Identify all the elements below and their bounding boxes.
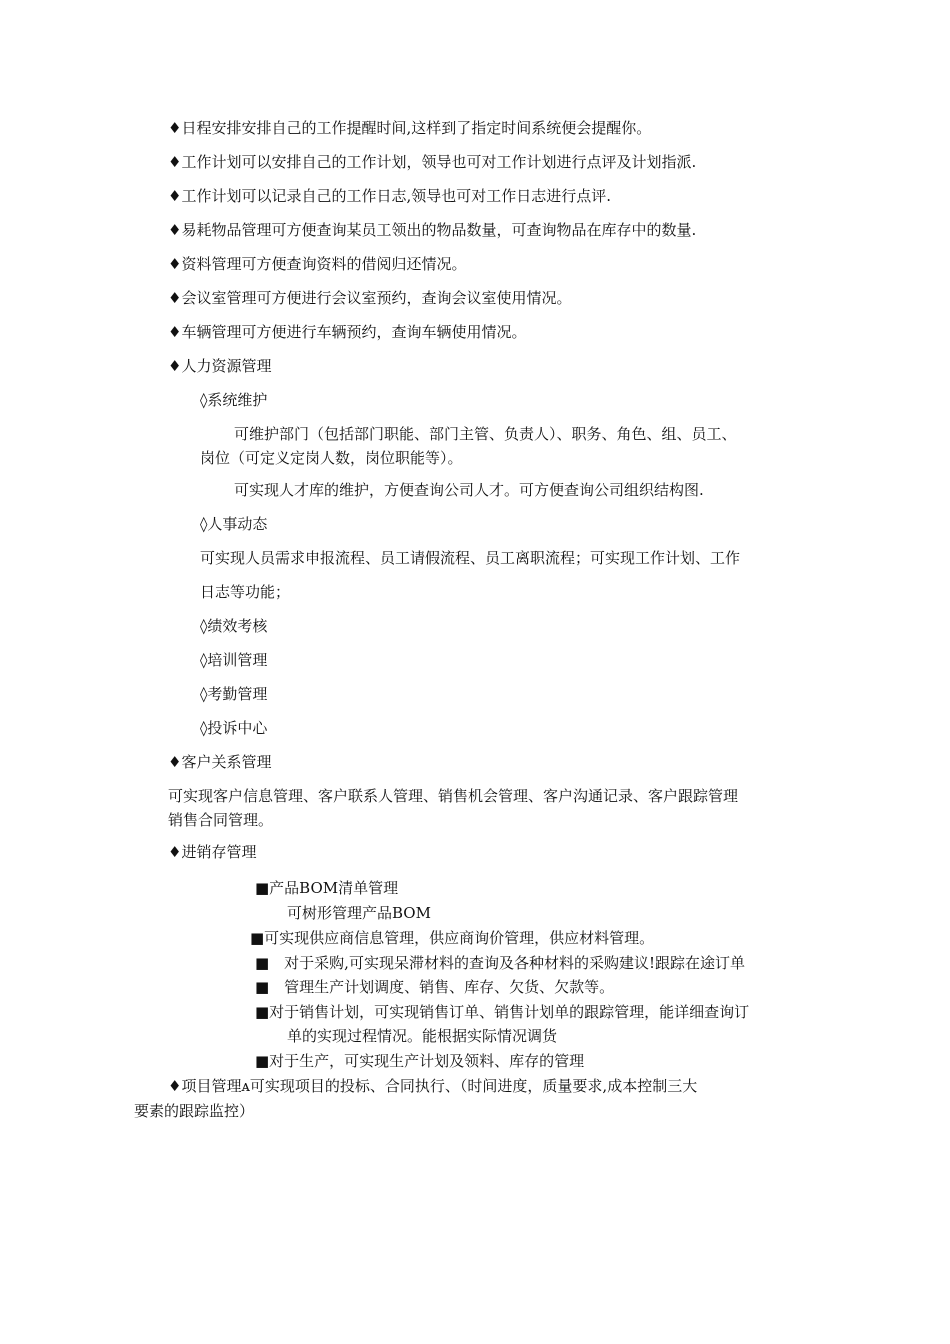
bullet-line-meeting-room: ♦会议室管理可方便进行会议室预约，查询会议室使用情况。 — [168, 289, 572, 307]
sub-heading-training: ◊培训管理 — [200, 651, 268, 669]
bullet-line-documents: ♦资料管理可方便查询资料的借阅归还情况。 — [168, 255, 467, 273]
paragraph-line: 销售合同管理。 — [168, 811, 274, 829]
paragraph-line: 日志等功能； — [200, 583, 291, 601]
section-heading-project: ♦项目管理ᴀ可实现项目的投标、合同执行、（时间进度，质量要求,成本控制三大 — [168, 1077, 698, 1095]
square-bullet-line: ■ 对于采购,可实现呆滞材料的查询及各种材料的采购建议!跟踪在途订单 — [255, 954, 745, 972]
sub-heading-attendance: ◊考勤管理 — [200, 685, 268, 703]
paragraph-line: 可实现人员需求申报流程、员工请假流程、员工离职流程；可实现工作计划、工作 — [200, 549, 741, 567]
paragraph-line: 岗位（可定义定岗人数，岗位职能等）。 — [200, 449, 463, 467]
square-bullet-line: ■可实现供应商信息管理，供应商询价管理，供应材料管理。 — [250, 929, 655, 947]
bullet-line-schedule: ♦日程安排安排自己的工作提醒时间,这样到了指定时间系统便会提醒你。 — [168, 119, 652, 137]
paragraph-line: 要素的跟踪监控） — [134, 1102, 255, 1120]
square-bullet-line: ■对于销售计划，可实现销售订单、销售计划单的跟踪管理，能详细查询订 — [255, 1003, 750, 1021]
paragraph-line: 可树形管理产品BOM — [287, 904, 431, 922]
bullet-line-consumables: ♦易耗物品管理可方便查询某员工领出的物品数量，可查询物品在库存中的数量. — [168, 221, 697, 239]
sub-heading-complaints: ◊投诉中心 — [200, 719, 268, 737]
paragraph-line: 可实现人才库的维护，方便查询公司人才。可方便查询公司组织结构图. — [234, 481, 704, 499]
section-heading-inventory: ♦进销存管理 — [168, 843, 257, 861]
paragraph-line: 单的实现过程情况。能根据实际情况调货 — [287, 1027, 558, 1045]
square-bullet-line: ■对于生产，可实现生产计划及领料、库存的管理 — [255, 1052, 585, 1070]
sub-heading-performance: ◊绩效考核 — [200, 617, 268, 635]
bullet-line-work-log: ♦工作计划可以记录自己的工作日志,领导也可对工作日志进行点评. — [168, 187, 611, 205]
sub-heading-personnel: ◊人事动态 — [200, 515, 268, 533]
section-heading-crm: ♦客户关系管理 — [168, 753, 272, 771]
bullet-line-work-plan: ♦工作计划可以安排自己的工作计划，领导也可对工作计划进行点评及计划指派. — [168, 153, 697, 171]
paragraph-line: 可维护部门（包括部门职能、部门主管、负责人）、职务、角色、组、员工、 — [234, 425, 737, 443]
square-bullet-line: ■产品BOM清单管理 — [255, 879, 399, 897]
square-bullet-line: ■ 管理生产计划调度、销售、库存、欠货、欠款等。 — [255, 978, 615, 996]
bullet-line-vehicles: ♦车辆管理可方便进行车辆预约，查询车辆使用情况。 — [168, 323, 527, 341]
section-heading-hr: ♦人力资源管理 — [168, 357, 272, 375]
paragraph-line: 可实现客户信息管理、客户联系人管理、销售机会管理、客户沟通记录、客户跟踪管理 — [168, 787, 739, 805]
sub-heading-system-maintenance: ◊系统维护 — [200, 391, 268, 409]
